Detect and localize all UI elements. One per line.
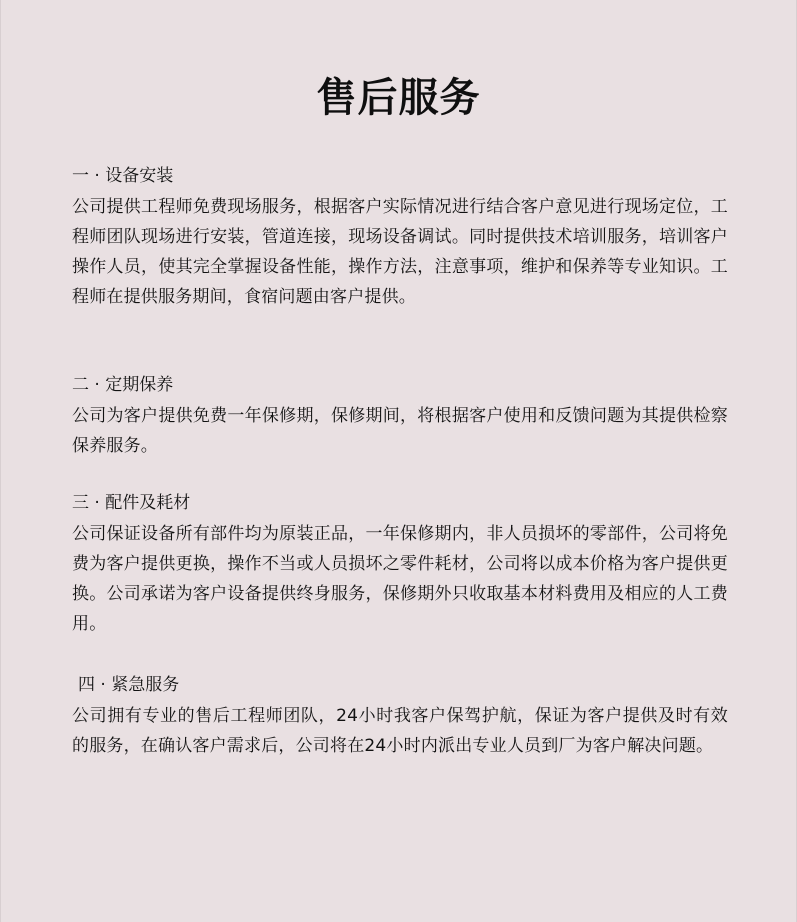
section-equipment-installation (72, 164, 728, 312)
section-regular-maintenance (72, 373, 728, 461)
section-body: 公司提供工程师免费现场服务，根据客户实际情况进行结合客户意见进行现场定位，工程师团队现场进行安装，管道连接，现场设备调试。同时提供技术培训服务，培训客户操作人员，使其完全掌握设备性能，操作方法，注意事项，维护和保养等专业知识。工程师在提供服务期间，食宿问题由客户提供。 (72, 197, 728, 307)
section-parts-consumables (72, 491, 728, 639)
section-body: 公司为客户提供免费一年保修期，保修期间，将根据客户使用和反馈问题为其提供检察保养服务。 (72, 406, 728, 456)
page-title: 售后服务 (316, 75, 481, 121)
section-heading: 四 · 紧急服务 (78, 675, 180, 695)
section-heading: 一 · 设备安装 (72, 166, 174, 186)
section-heading: 三 · 配件及耗材 (72, 493, 191, 513)
section-body: 公司拥有专业的售后工程师团队，24小时我客户保驾护航，保证为客户提供及时有效的服务，在确认客户需求后，公司将在24小时内派出专业人员到厂为客户解决问题。 (72, 706, 728, 756)
section-body: 公司保证设备所有部件均为原装正品，一年保修期内，非人员损坏的零部件，公司将免费为客户提供更换，操作不当或人员损坏之零件耗材，公司将以成本价格为客户提供更换。公司承诺为客户设备提供终身服务，保修期外只收取基本材料费用及相应的人工费用。 (72, 524, 728, 634)
section-emergency-service (72, 673, 728, 761)
section-heading: 二 · 定期保养 (72, 375, 174, 395)
